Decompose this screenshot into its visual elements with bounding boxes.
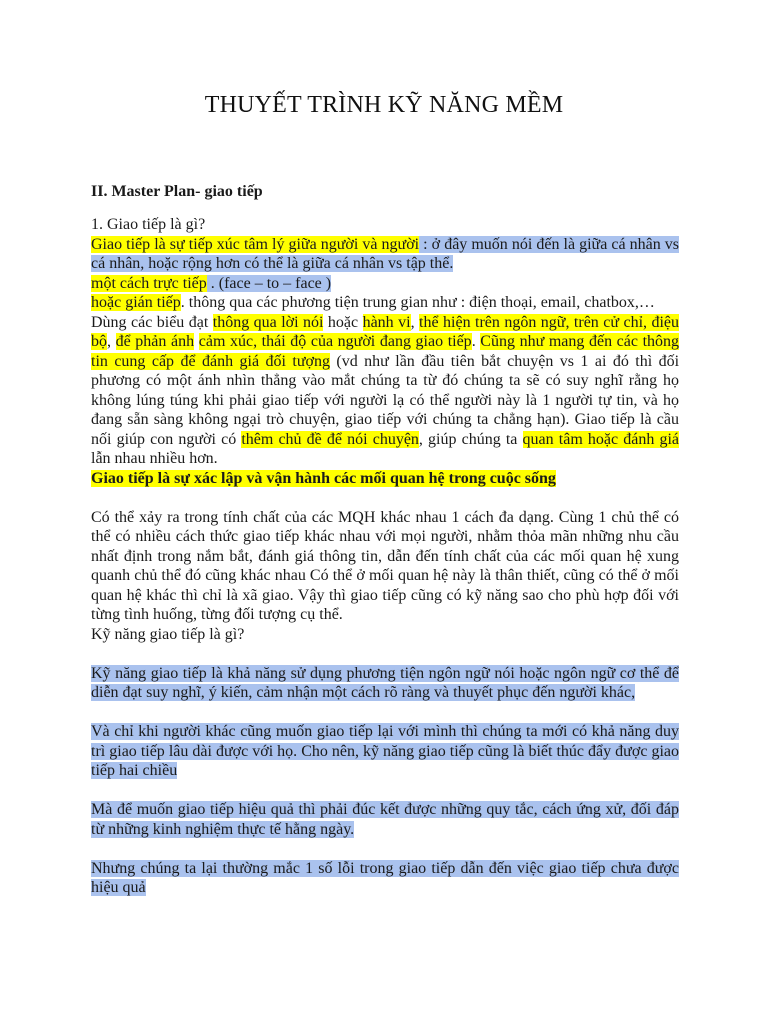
selection-blue: : ở đây muốn nói đến là giữa cá nhân vs cá nhân, hoặc rộng hơn có thể là giữa cá nhân vs tập thể.	[91, 235, 680, 272]
highlight-yellow: hoặc gián tiếp	[91, 294, 181, 311]
paragraph-definition	[91, 235, 679, 274]
text-run: , giúp chúng ta	[418, 430, 523, 448]
highlight-yellow: thông qua lời nói	[212, 313, 324, 331]
paragraph-expression	[91, 313, 679, 469]
paragraph-indirect	[91, 293, 679, 313]
paragraph-direct	[91, 274, 679, 294]
paragraph-skill-definition	[91, 664, 679, 703]
paragraph-effective	[91, 800, 679, 839]
text-run: .	[471, 333, 481, 350]
text-run: . thông qua các phương tiện trung gian như : điện thoại, email, chatbox,…	[180, 294, 655, 311]
highlight-yellow: thêm chủ đề để nói chuyện	[241, 430, 419, 448]
highlight-yellow: một cách trực tiếp	[91, 274, 207, 292]
section-heading: II. Master Plan- giao tiếp	[91, 183, 263, 200]
selection-blue: . (face – to – face )	[206, 274, 332, 292]
text-run: lẫn nhau nhiều hơn.	[91, 450, 218, 467]
highlight-yellow: cảm xúc, thái độ của người đang giao tiếp	[198, 333, 472, 350]
question-skills: Kỹ năng giao tiếp là gì?	[91, 625, 245, 643]
paragraph-mistakes	[91, 859, 679, 898]
text-run: hoặc	[323, 313, 363, 331]
highlight-yellow: Cũng như mang đến các thông tin cung cấp để đánh giá đối tượng	[91, 333, 680, 370]
paragraph-two-way	[91, 722, 679, 781]
highlight-yellow: hành vi	[362, 313, 411, 331]
blank-line	[91, 488, 679, 508]
document-title: THUYẾT TRÌNH KỸ NĂNG MỀM	[204, 92, 564, 118]
selection-blue: Và chỉ khi người khác cũng muốn giao tiếp lại với mình thì chúng ta mới có khả năng duy trì giao tiếp lâu dài được với họ. Cho nên, kỹ năng giao tiếp cũng là biết thúc đẩy được giao tiếp hai chiều	[91, 723, 679, 779]
document-body	[91, 215, 679, 898]
highlight-yellow: để phản ánh	[115, 333, 195, 350]
highlight-yellow: thể hiện trên ngôn ngữ, trên cử chỉ, điệu bộ	[91, 313, 680, 350]
selection-blue: Kỹ năng giao tiếp là khả năng sử dụng phương tiện ngôn ngữ nói hoặc ngôn ngữ cơ thể để diễn đạt suy nghĩ, ý kiến, cảm nhận một cách rõ ràng và thuyết phục đến người khác,	[91, 664, 679, 701]
text-run: ,	[410, 313, 420, 331]
blank-line	[91, 781, 679, 801]
highlight-yellow: Giao tiếp là sự tiếp xúc tâm lý giữa người và người	[91, 235, 420, 253]
text-run: (vd như lần đầu tiên bắt chuyện vs 1 ai đó thì đối phương có một ánh nhìn thẳng vào mắt chúng ta từ đó chúng ta sẽ có suy nghĩ rằng họ không lúng túng khi phải giao tiếp với người lạ có thể người này là 1 người tự tin, và họ đang sẵn sàng không ngại trò chuyện, giao tiếp với chúng ta chẳng hạn). Giao tiếp là cầu nối giúp con người có	[91, 352, 680, 448]
text-run: Dùng các biểu đạt	[91, 313, 213, 331]
question-what-is-communication: 1. Giao tiếp là gì?	[91, 216, 206, 233]
paragraph-bold-statement	[91, 469, 679, 489]
selection-blue: Mà để muốn giao tiếp hiệu quả thì phải đúc kết được những quy tắc, cách ứng xử, đối đáp từ những kinh nghiệm thực tế hằng ngày.	[91, 801, 679, 838]
highlight-yellow: quan tâm hoặc đánh giá	[522, 430, 680, 448]
paragraph-relationships: Có thể xảy ra trong tính chất của các MQH khác nhau 1 cách đa dạng. Cùng 1 chủ thể có thể có nhiều cách thức giao tiếp khác nhau với mọi người, nhằm thỏa mãn những nhu cầu nhất định trong nắm bắt, đánh giá thông tin, dẫn đến tính chất của các mối quan hệ xung quanh chủ thể đó cũng khác nhau Có thể ở mối quan hệ này là thân thiết, cũng có thể ở mối quan hệ khác thì chỉ là xã giao. Vậy thì giao tiếp cũng có kỹ năng sao cho phù hợp đối với từng tình huống, từng đối tượng cụ thể.	[91, 508, 679, 623]
highlight-yellow: Giao tiếp là sự xác lập và vận hành các mối quan hệ trong cuộc sống	[91, 469, 556, 487]
blank-line	[91, 839, 679, 859]
selection-blue: Nhưng chúng ta lại thường mắc 1 số lỗi trong giao tiếp dẫn đến việc giao tiếp chưa được hiệu quả	[91, 859, 679, 896]
blank-line	[91, 644, 679, 664]
blank-line	[91, 703, 679, 723]
text-run: ,	[107, 333, 116, 350]
